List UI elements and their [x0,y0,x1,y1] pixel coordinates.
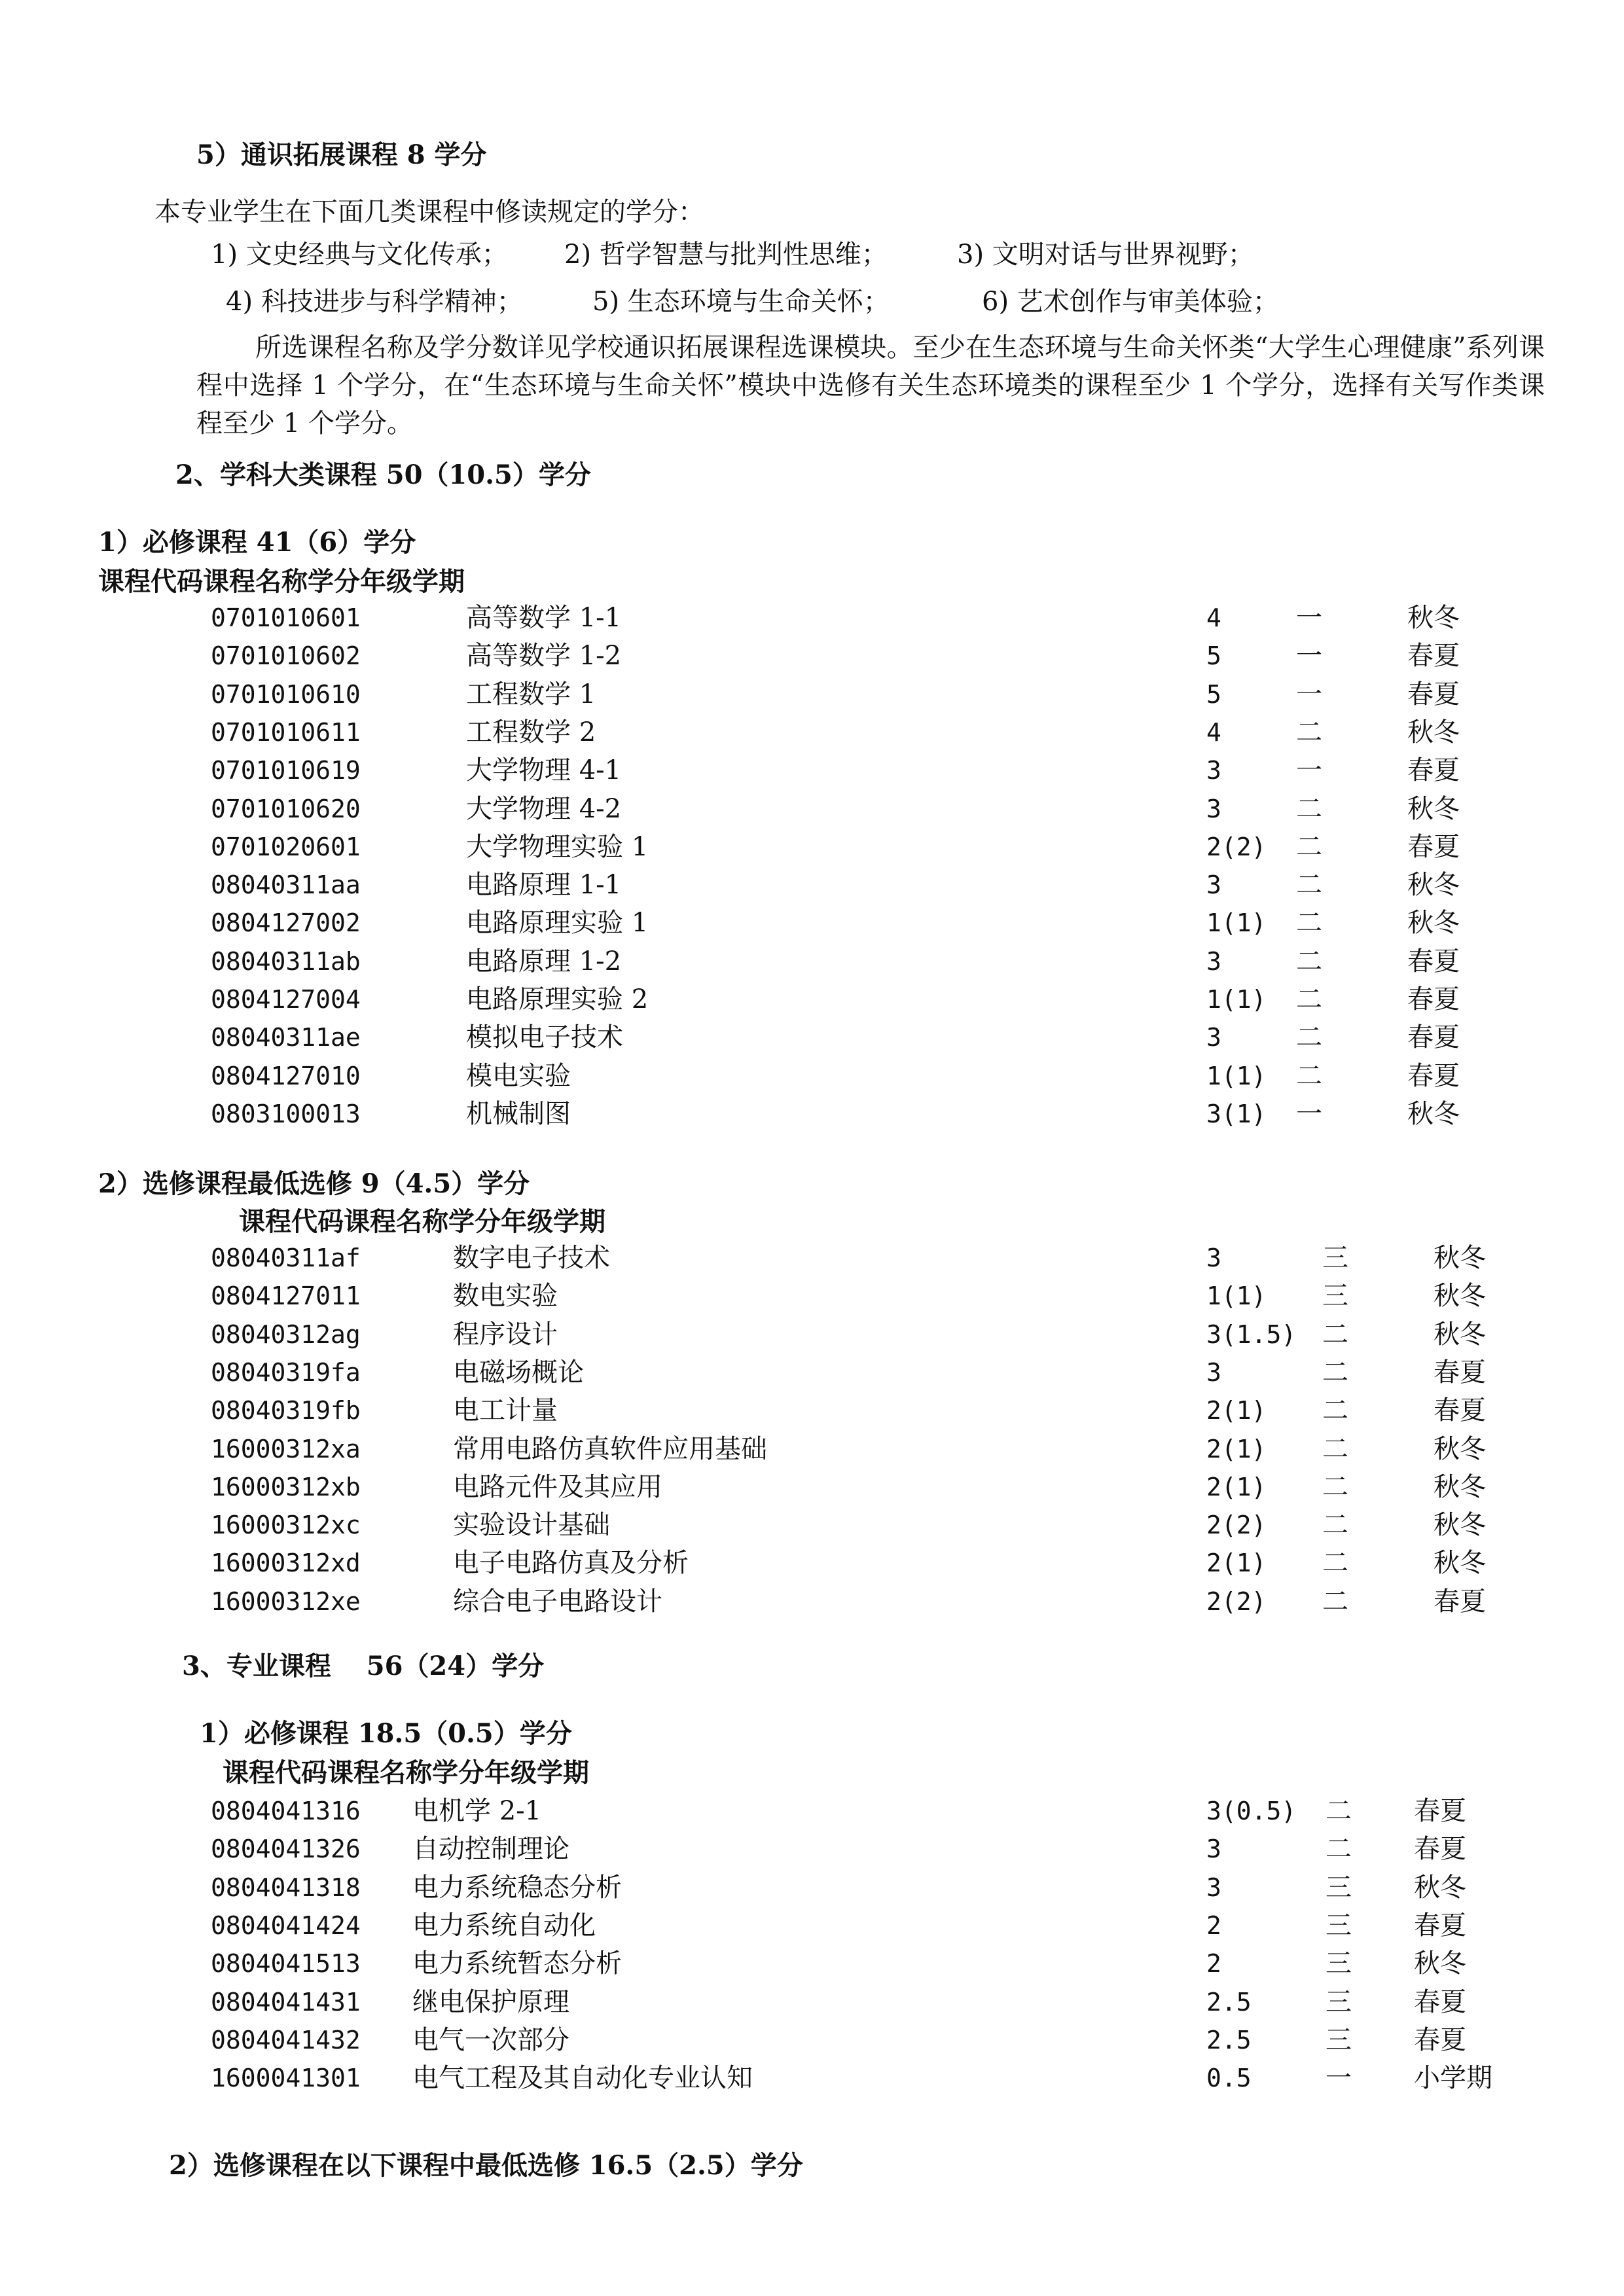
cell-credit: 2.5 [1206,2025,1252,2054]
cell-code: 0803100013 [211,1099,361,1128]
cell-name: 电机学 2-1 [412,1796,542,1826]
cell-name: 数电实验 [453,1281,558,1312]
cell-term: 春夏 [1434,1357,1486,1388]
section3-title: 3、专业课程 56（24）学分 [182,1651,545,1681]
cell-name: 电磁场概论 [453,1357,584,1388]
table-row [0,1391,1624,1429]
cell-code: 0701010601 [211,603,361,632]
cell-code: 0804127002 [211,908,361,938]
cell-credit: 2 [1206,1910,1221,1940]
cell-code: 16000312xd [211,1549,361,1578]
cell-credit: 3(1) [1206,1099,1267,1128]
cell-grade: 一 [1296,1098,1322,1129]
cell-name: 电气工程及其自动化专业认知 [412,2063,753,2094]
cell-term: 秋冬 [1434,1548,1486,1579]
cell-grade: 二 [1322,1586,1348,1617]
cell-code: 0804041432 [211,2025,361,2054]
cell-code: 0701010619 [211,756,361,785]
cell-code: 0701020601 [211,832,361,861]
cell-credit: 4 [1206,603,1221,632]
cell-term: 春夏 [1414,1910,1466,1941]
cell-grade: 二 [1296,870,1322,901]
cell-credit: 2(1) [1206,1472,1267,1501]
cell-grade: 二 [1296,717,1322,747]
cell-grade: 二 [1296,946,1322,977]
table-row [0,1095,1624,1133]
cell-credit: 2(2) [1206,832,1267,861]
cell-grade: 三 [1322,1243,1348,1273]
cell-code: 0804127004 [211,985,361,1014]
cell-credit: 0.5 [1206,2064,1252,2093]
table-row [0,904,1624,942]
cell-term: 春夏 [1407,946,1460,977]
table-row [0,2059,1624,2097]
cell-grade: 二 [1296,793,1322,824]
cell-credit: 5 [1206,641,1221,671]
cell-name: 工程数学 1 [466,679,596,709]
cell-grade: 二 [1322,1395,1348,1426]
cell-grade: 二 [1326,1796,1352,1826]
cell-term: 春夏 [1407,1060,1460,1091]
cell-grade: 二 [1296,831,1322,862]
cell-credit: 3(1.5) [1206,1319,1297,1349]
cell-credit: 3 [1206,1244,1221,1272]
elective2-title: 2）选修课程在以下课程中最低选修 16.5（2.5）学分 [169,2150,803,2181]
section5-note: 所选课程名称及学分数详见学校通识拓展课程选课模块。至少在生态环境与生命关怀类“大学生心理健康”系列课程中选择 1 个学分，在“生态环境与生命关怀”模块中选修有关生态环境类的课程至少 1 个学分，选择有关写作类课程至少 1 个学分。 [196,332,1545,439]
cell-grade: 三 [1326,1986,1352,2017]
cell-credit: 1(1) [1206,908,1267,938]
cell-credit: 5 [1206,679,1221,709]
cell-grade: 二 [1296,908,1322,939]
cell-credit: 2.5 [1206,1987,1252,2017]
cell-name: 电路元件及其应用 [453,1471,662,1502]
cell-grade: 一 [1296,603,1322,633]
cell-name: 电子电路仿真及分析 [453,1548,689,1579]
cell-name: 电路原理 1-2 [466,946,622,977]
cell-credit: 1(1) [1206,985,1267,1014]
table-row [0,713,1624,751]
cell-grade: 二 [1326,1834,1352,1865]
table-row [0,790,1624,828]
cell-code: 08040319fa [211,1357,361,1387]
cell-name: 电路原理实验 2 [466,984,649,1014]
cell-code: 0701010602 [211,641,361,671]
table-row [0,751,1624,789]
cell-grade: 一 [1296,641,1322,672]
category-item: 5) 生态环境与生命关怀； [592,287,890,317]
cell-credit: 2 [1206,1949,1221,1979]
cell-code: 08040311ae [211,1023,361,1052]
cell-code: 08040311aa [211,870,361,900]
table-row [0,599,1624,637]
cell-code: 0804041318 [211,1873,361,1902]
cell-name: 大学物理 4-2 [466,793,622,824]
category-item: 3) 文明对话与世界视野； [957,240,1254,270]
cell-credit: 1(1) [1206,1282,1267,1311]
table-row [0,1354,1624,1391]
category-item: 4) 科技进步与科学精神； [226,287,523,317]
category-item: 1) 文史经典与文化传承； [211,240,508,270]
category-item: 6) 艺术创作与审美体验； [982,287,1279,317]
cell-credit: 3 [1206,870,1221,900]
cell-grade: 三 [1322,1281,1348,1312]
table-row [0,637,1624,675]
cell-code: 0804127011 [211,1282,361,1311]
cell-name: 电力系统暂态分析 [412,1948,622,1979]
cell-term: 秋冬 [1434,1319,1486,1350]
cell-name: 高等数学 1-1 [466,603,622,633]
table-row [0,1057,1624,1095]
cell-name: 电力系统稳态分析 [412,1872,622,1903]
cell-grade: 二 [1322,1548,1348,1579]
cell-name: 数字电子技术 [453,1243,610,1273]
cell-term: 秋冬 [1414,1872,1466,1903]
cell-credit: 2(2) [1206,1587,1267,1616]
cell-term: 秋冬 [1407,870,1460,901]
cell-term: 春夏 [1407,641,1460,672]
cell-credit: 3 [1206,1023,1221,1052]
cell-code: 0701010620 [211,794,361,823]
cell-term: 小学期 [1414,2063,1492,2094]
cell-name: 模电实验 [466,1060,571,1091]
cell-term: 秋冬 [1414,1948,1466,1979]
table-row [0,675,1624,713]
cell-term: 秋冬 [1407,603,1460,633]
section2-title: 2、学科大类课程 50（10.5）学分 [175,459,591,490]
cell-code: 0804127010 [211,1061,361,1090]
category-item: 2) 哲学智慧与批判性思维； [564,240,888,270]
required2-title: 1）必修课程 18.5（0.5）学分 [200,1718,572,1749]
cell-grade: 一 [1296,755,1322,786]
table-row [0,1792,1624,1830]
required2-header: 课程代码课程名称学分年级学期 [223,1757,589,1788]
required1-header: 课程代码课程名称学分年级学期 [98,566,465,597]
cell-grade: 二 [1322,1357,1348,1388]
cell-grade: 二 [1322,1433,1348,1464]
section5-intro: 本专业学生在下面几类课程中修读规定的学分： [154,197,704,227]
cell-code: 0804041424 [211,1910,361,1940]
cell-credit: 4 [1206,717,1221,747]
cell-code: 08040311ab [211,946,361,976]
cell-grade: 三 [1326,1910,1352,1941]
table-row [0,1544,1624,1582]
cell-grade: 三 [1326,1872,1352,1903]
table-row [0,1430,1624,1468]
table-row [0,1277,1624,1315]
cell-grade: 二 [1296,1060,1322,1091]
cell-name: 实验设计基础 [453,1510,610,1541]
cell-term: 秋冬 [1434,1510,1486,1541]
cell-term: 秋冬 [1434,1243,1486,1273]
cell-name: 机械制图 [466,1098,571,1129]
cell-term: 春夏 [1407,984,1460,1014]
elective1-header: 课程代码课程名称学分年级学期 [239,1206,605,1237]
cell-grade: 二 [1322,1510,1348,1541]
cell-code: 0804041326 [211,1835,361,1864]
table-row [0,1316,1624,1354]
cell-code: 0804041431 [211,1987,361,2017]
cell-name: 电工计量 [453,1395,558,1426]
section5-title: 5）通识拓展课程 8 学分 [196,139,487,170]
cell-code: 16000312xa [211,1434,361,1463]
table-row [0,1983,1624,2021]
cell-code: 16000312xc [211,1511,361,1540]
cell-term: 春夏 [1434,1395,1486,1426]
table-row [0,1830,1624,1868]
cell-grade: 三 [1326,2024,1352,2055]
cell-name: 电力系统自动化 [412,1910,596,1941]
cell-code: 1600041301 [211,2064,361,2093]
cell-credit: 3 [1206,1357,1221,1387]
table-row [0,1506,1624,1544]
cell-grade: 二 [1296,1022,1322,1053]
required1-title: 1）必修课程 41（6）学分 [98,527,416,558]
cell-grade: 一 [1326,2063,1352,2094]
cell-grade: 三 [1326,1948,1352,1979]
cell-name: 电气一次部分 [412,2024,569,2055]
table-row [0,1468,1624,1506]
cell-grade: 二 [1322,1319,1348,1350]
cell-code: 08040319fb [211,1396,361,1426]
cell-name: 程序设计 [453,1319,558,1350]
cell-credit: 3(0.5) [1206,1797,1297,1825]
cell-term: 春夏 [1407,831,1460,862]
cell-term: 春夏 [1407,755,1460,786]
cell-name: 大学物理实验 1 [466,831,649,862]
cell-term: 秋冬 [1434,1433,1486,1464]
table-row [0,1945,1624,1982]
cell-credit: 3 [1206,946,1221,976]
cell-name: 继电保护原理 [412,1986,569,2017]
cell-name: 电路原理实验 1 [466,908,649,939]
cell-term: 春夏 [1414,2024,1466,2055]
cell-term: 秋冬 [1407,717,1460,747]
elective1-title: 2）选修课程最低选修 9（4.5）学分 [98,1168,530,1199]
cell-term: 秋冬 [1434,1471,1486,1502]
cell-code: 0701010611 [211,717,361,747]
cell-credit: 2(1) [1206,1434,1267,1463]
cell-code: 08040312ag [211,1319,361,1349]
table-row [0,942,1624,980]
cell-code: 0804041316 [211,1797,361,1825]
table-row [0,2021,1624,2059]
cell-term: 秋冬 [1434,1281,1486,1312]
cell-name: 大学物理 4-1 [466,755,622,786]
table-row [0,866,1624,904]
cell-credit: 2(1) [1206,1549,1267,1578]
cell-name: 模拟电子技术 [466,1022,623,1053]
cell-term: 春夏 [1414,1834,1466,1865]
cell-term: 秋冬 [1407,793,1460,824]
cell-term: 春夏 [1407,679,1460,709]
cell-term: 秋冬 [1407,908,1460,939]
cell-name: 自动控制理论 [412,1834,569,1865]
cell-credit: 2(2) [1206,1511,1267,1540]
cell-code: 16000312xe [211,1587,361,1616]
cell-name: 电路原理 1-1 [466,870,622,901]
cell-credit: 1(1) [1206,1061,1267,1090]
cell-term: 春夏 [1414,1796,1466,1826]
cell-name: 常用电路仿真软件应用基础 [453,1433,767,1464]
table-row [0,1907,1624,1945]
table-row [0,828,1624,866]
cell-grade: 二 [1296,984,1322,1014]
cell-code: 16000312xb [211,1472,361,1501]
table-row [0,1239,1624,1277]
cell-name: 工程数学 2 [466,717,596,747]
cell-credit: 3 [1206,1873,1221,1902]
cell-code: 08040311af [211,1244,361,1272]
cell-grade: 二 [1322,1471,1348,1502]
cell-credit: 2(1) [1206,1396,1267,1426]
cell-name: 综合电子电路设计 [453,1586,662,1617]
cell-term: 秋冬 [1407,1098,1460,1129]
table-row [0,1869,1624,1907]
cell-term: 春夏 [1414,1986,1466,2017]
cell-term: 春夏 [1407,1022,1460,1053]
table-row [0,1583,1624,1621]
table-row [0,980,1624,1018]
table-row [0,1018,1624,1056]
cell-code: 0701010610 [211,679,361,709]
cell-grade: 一 [1296,679,1322,709]
cell-name: 高等数学 1-2 [466,641,622,672]
cell-credit: 3 [1206,756,1221,785]
cell-credit: 3 [1206,794,1221,823]
cell-term: 春夏 [1434,1586,1486,1617]
cell-credit: 3 [1206,1835,1221,1864]
cell-code: 0804041513 [211,1949,361,1979]
